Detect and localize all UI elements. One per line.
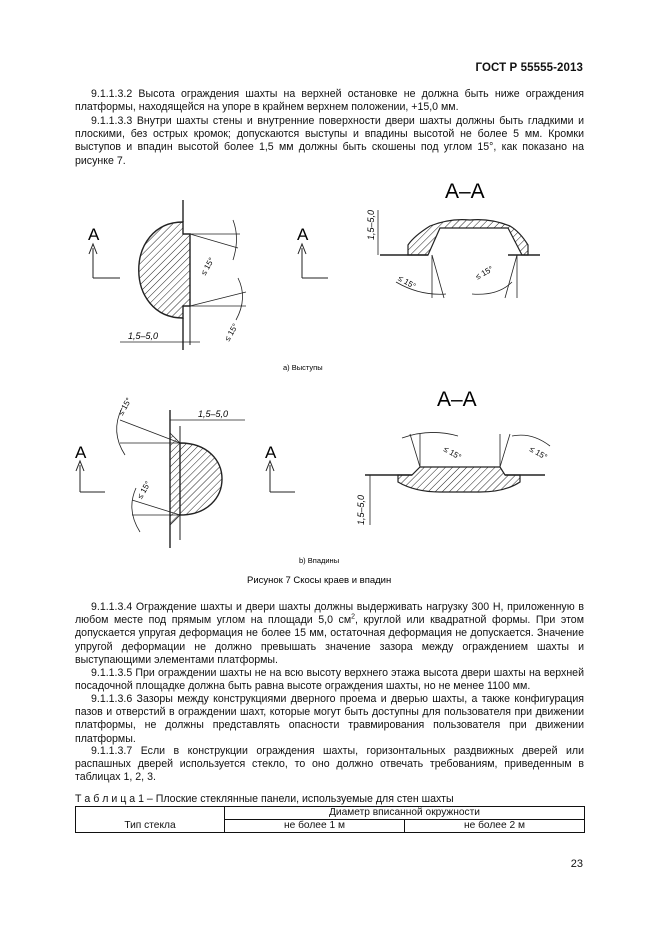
dimension-label: 1,5–5,0	[198, 409, 229, 419]
document-standard-number: ГОСТ Р 55555-2013	[475, 62, 583, 74]
figure-b-section	[356, 388, 550, 525]
figure-a-section	[366, 180, 540, 298]
subcaption-a: а) Выступы	[283, 363, 323, 372]
paragraph-9-1-1-3-7: 9.1.1.3.7 Если в конструкции ограждения шахты, горизонтальных раздвижных дверей или распашных дверей используется стекло, то оно должно отвечать требованиям, приведенным в таблицах 1, 2, 3.	[75, 745, 584, 784]
table-header-diameter: Диаметр вписанной окружности	[225, 807, 585, 820]
view-mark-b-right: А	[265, 443, 277, 462]
table-header-glass-type: Тип стекла	[76, 807, 225, 833]
figure-caption: Рисунок 7 Скосы краев и впадин	[247, 575, 392, 586]
table-1	[75, 806, 585, 833]
section-label-b: А–А	[437, 388, 477, 411]
paragraph-9-1-1-3-5: 9.1.1.3.5 При ограждении шахты не на всю высоту верхнего этажа высота двери шахты на верхней посадочной площадке должна быть равна высоте ограждения шахты, но не менее 1100 мм.	[75, 667, 584, 693]
paragraph-9-1-1-3-4	[75, 601, 584, 667]
view-mark-a-left: А	[88, 225, 100, 244]
angle-label: ≤ 15°	[222, 322, 240, 343]
paragraph-9-1-1-3-2: 9.1.1.3.2 Высота ограждения шахты на верхней остановке не должна быть ниже ограждения платформы, находящейся на упоре в крайнем верхнем положении, +15,0 мм.	[75, 88, 584, 114]
protrusion-section-shape	[408, 220, 528, 255]
table-1-title: Т а б л и ц а 1 – Плоские стеклянные панели, используемые для стен шахты	[75, 793, 454, 805]
angle-label: ≤ 15°	[442, 444, 463, 462]
figure-a-left	[88, 200, 246, 350]
recess-shape	[180, 443, 222, 515]
table-header-col-1m: не более 1 м	[225, 820, 405, 833]
figure-b-left	[75, 396, 245, 548]
angle-label: ≤ 15°	[396, 273, 418, 291]
protrusion-shape	[139, 222, 190, 318]
superscript-2: 2	[351, 613, 356, 621]
figure-7	[0, 170, 661, 590]
paragraph-9-1-1-3-4-part-b: , круглой или квадратной формы. При этом допускается упругая деформация не более 15 мм, остаточная деформация не допускается. Значение упругой деформации не должно превышать значение зазора между ограждением шахты и выступающими элементами платформы.	[75, 614, 584, 666]
dimension-label-vertical: 1,5–5,0	[366, 209, 376, 240]
angle-label: ≤ 15°	[199, 256, 217, 277]
dimension-label: 1,5–5,0	[128, 331, 159, 341]
view-mark-b-left: А	[75, 443, 87, 462]
view-mark-a-right: А	[297, 225, 309, 244]
angle-label: ≤ 15°	[116, 396, 134, 417]
table-header-col-2m: не более 2 м	[404, 820, 584, 833]
paragraph-9-1-1-3-3: 9.1.1.3.3 Внутри шахты стены и внутренние поверхности двери шахты должны быть гладкими и плоскими, без острых кромок; допускаются выступы и впадины высотой не более 5 мм. Кромки выступов и впадин высотой более 1,5 мм должны быть скошены под углом 15°, как показано на рисунке 7.	[75, 115, 584, 167]
dimension-label-vertical: 1,5–5,0	[356, 494, 366, 525]
section-label-a: А–А	[445, 180, 485, 203]
angle-label: ≤ 15°	[474, 264, 495, 282]
recess-section-shape	[398, 467, 520, 492]
angle-label: ≤ 15°	[135, 479, 153, 501]
subcaption-b: b) Впадины	[299, 556, 340, 565]
paragraph-9-1-1-3-4-part-a: 9.1.1.3.4 Ограждение шахты и двери шахты должны выдерживать нагрузку 300 Н, приложенную в любом месте под прямым углом на площади 5,0 см	[75, 601, 584, 627]
angle-label: ≤ 15°	[528, 444, 549, 462]
paragraph-9-1-1-3-6: 9.1.1.3.6 Зазоры между конструкциями дверного проема и дверью шахты, а также конфигурация пазов и отверстий в ограждении шахт, которые могут быть доступны для пользователя при движении платформы, не должны представлять опасности травмирования пользователя при движении платформы.	[75, 693, 584, 745]
page-number: 23	[570, 858, 583, 870]
